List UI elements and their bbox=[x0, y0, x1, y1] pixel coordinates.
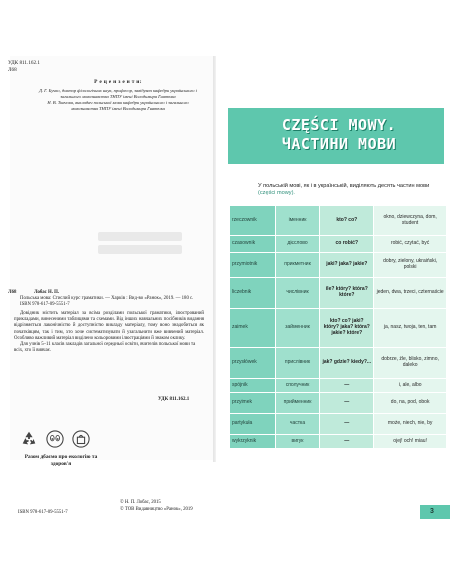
ukrainian-term: прислівник bbox=[275, 348, 320, 379]
polish-term: przysłówek bbox=[230, 348, 276, 379]
examples: robić, czytać, być bbox=[374, 236, 447, 253]
copyright bbox=[120, 500, 193, 513]
examples: dobrze, źle, blisko, zimno, daleko bbox=[374, 348, 447, 379]
reviewer-entry: Д. Г. Бучко, доктор філологічних наук, професор, завідувач кафедри українського і загального мовознавства ТНПУ імені Володимира Гнатюка bbox=[39, 87, 197, 99]
polish-term: zaimek bbox=[230, 309, 276, 348]
question-words: co robić? bbox=[320, 236, 374, 253]
ukrainian-term: вигук bbox=[275, 435, 320, 449]
page-number-strip bbox=[420, 505, 450, 519]
intro-text bbox=[258, 183, 438, 197]
table-row bbox=[230, 236, 447, 253]
title-polish: CZĘŚCI MOWY. bbox=[281, 116, 397, 134]
table-row bbox=[230, 253, 447, 278]
table-row bbox=[230, 206, 447, 236]
table-row bbox=[230, 348, 447, 379]
question-words: kto? co? jaki? który? jaka? która? jakie? które? bbox=[320, 309, 374, 348]
table-row bbox=[230, 435, 447, 449]
eyes-icon bbox=[46, 430, 64, 448]
ukrainian-term: дієслово bbox=[275, 236, 320, 253]
intro-sentence: У польській мові, як і в українській, виділяють десять частин мови bbox=[258, 183, 430, 189]
polish-term: spójnik bbox=[230, 379, 276, 393]
table-row bbox=[230, 393, 447, 414]
copyright-line: © Н. П. Лобас, 2015 bbox=[120, 500, 161, 505]
ukrainian-term: займенник bbox=[275, 309, 320, 348]
polish-term: partykuła bbox=[230, 414, 276, 435]
reviewers-block bbox=[38, 80, 198, 113]
ukrainian-term: числівник bbox=[275, 278, 320, 309]
udk-header bbox=[8, 60, 40, 74]
table-row bbox=[230, 414, 447, 435]
ukrainian-term: сполучник bbox=[275, 379, 320, 393]
examples: ja, nasz, twoja, ten, tam bbox=[374, 309, 447, 348]
ukrainian-term: іменник bbox=[275, 206, 320, 236]
page-title bbox=[244, 116, 434, 158]
question-words: — bbox=[320, 379, 374, 393]
examples: dobry, zielony, ukraiński, polski bbox=[374, 253, 447, 278]
table-row bbox=[230, 379, 447, 393]
reviewer-entry: Н. В. Ткачова, викладач польської мови кафедри українського і загального мовознавства ТНПУ імені Володимира Гнатюка bbox=[47, 100, 189, 112]
ukrainian-term: прикметник bbox=[275, 253, 320, 278]
examples: do, na, pod, obok bbox=[374, 393, 447, 414]
question-words: — bbox=[320, 435, 374, 449]
question-words: — bbox=[320, 414, 374, 435]
catalog-isbn: ISBN 978-617-09-5551-7 bbox=[20, 302, 70, 308]
examples: okno, dziewczyna, dom, student bbox=[374, 206, 447, 236]
polish-term: liczebnik bbox=[230, 278, 276, 309]
table-row bbox=[230, 309, 447, 348]
question-words: ile? który? która? które? bbox=[320, 278, 374, 309]
question-words: kto? co? bbox=[320, 206, 374, 236]
ukrainian-term: частка bbox=[275, 414, 320, 435]
examples: ojej! och! miau! bbox=[374, 435, 447, 449]
title-ukrainian: ЧАСТИНИ МОВИ bbox=[281, 135, 397, 153]
polish-term: czasownik bbox=[230, 236, 276, 253]
catalog-title: Польська мова: Стислий курс граматики. — Харків : Вид-во «Ранок», 2019. — 180 с. bbox=[20, 296, 194, 302]
question-words: — bbox=[320, 393, 374, 414]
isbn-bottom: ISBN 978-617-09-5551-7 bbox=[18, 510, 68, 515]
eco-slogan: Разом дбаємо про екологію та здоров'я bbox=[24, 454, 98, 467]
catalog-card-code: Л68 bbox=[8, 290, 17, 295]
examples: i, ale, albo bbox=[374, 379, 447, 393]
page-number: 3 bbox=[430, 508, 434, 515]
catalog-audience: Для учнів 5–11 класів закладів загальної середньої освіти, вчителів польської мови та всіх, хто її вивчає. bbox=[14, 341, 196, 353]
polish-term: rzeczownik bbox=[230, 206, 276, 236]
polish-term: przyimek bbox=[230, 393, 276, 414]
recycle-icon bbox=[20, 430, 38, 448]
polish-term: wykrzyknik bbox=[230, 435, 276, 449]
catalog-card bbox=[8, 290, 204, 354]
intro-parenthetical: (części mowy). bbox=[258, 190, 295, 197]
table-row bbox=[230, 278, 447, 309]
polish-term: przymiotnik bbox=[230, 253, 276, 278]
eco-icons bbox=[18, 430, 94, 450]
udk-code: УДК 811.162.1 bbox=[8, 60, 40, 66]
table-body bbox=[230, 206, 447, 449]
udk-bottom-code: УДК 811.162.1 bbox=[158, 397, 190, 402]
question-words: jak? gdzie? kiedy?... bbox=[320, 348, 374, 379]
copyright-line: © ТОВ Видавництво «Ранок», 2019 bbox=[120, 506, 193, 512]
show-through-print bbox=[92, 228, 188, 268]
parts-of-speech-table bbox=[229, 205, 447, 449]
question-words: jaki? jaka? jakie? bbox=[320, 253, 374, 278]
catalog-author: Лобас Н. П. bbox=[34, 290, 60, 295]
examples: może, niech, nie, by bbox=[374, 414, 447, 435]
ukrainian-term: прийменник bbox=[275, 393, 320, 414]
reviewers-heading: Р е ц е н з е н т и: bbox=[94, 79, 142, 85]
examples: jeden, dwa, trzeci, czternaście bbox=[374, 278, 447, 309]
catalog-code: Л68 bbox=[8, 67, 17, 73]
bag-icon bbox=[72, 430, 90, 448]
catalog-description: Довідник містить матеріал за всіма розділами польської граматики, ілюстрований прикладами, винесеними таблицями та схемами. Від інших навчальних посібників видання відрізняється лаконічністю й доступністю викладу матеріалу, тому воно знадобиться як початківцям, так і тим, хто хоче систематизувати й узагальнити вже вивчений матеріал. Особливо важливий матеріал виділено кольоровими ілюстраціями й знаком оклику. bbox=[14, 311, 204, 341]
